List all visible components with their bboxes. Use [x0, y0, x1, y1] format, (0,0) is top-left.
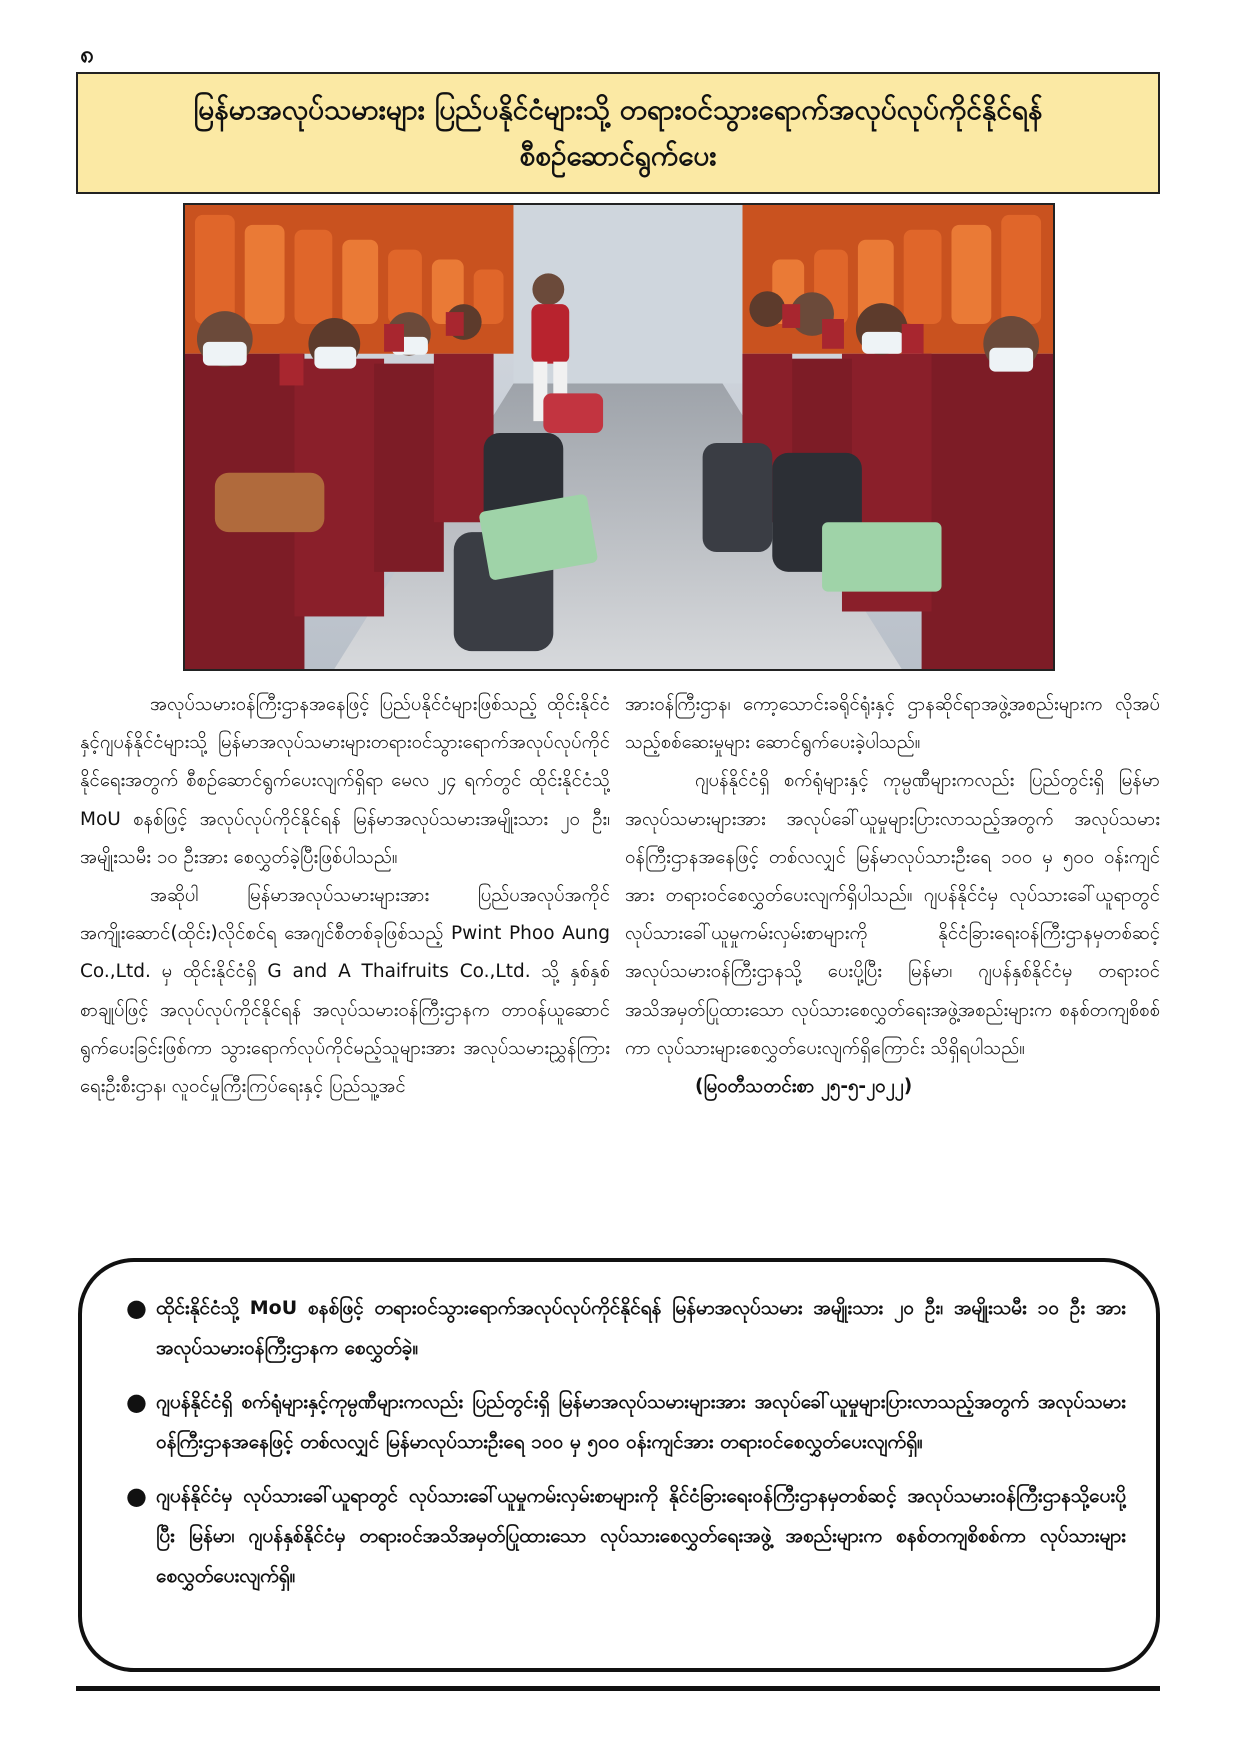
headline-line-2: စီစဉ်ဆောင်ရွက်ပေး [519, 139, 717, 172]
summary-list [112, 1288, 1126, 1596]
summary-item [112, 1476, 1126, 1596]
article-paragraph: အဆိုပါ မြန်မာအလုပ်သမားများအား ပြည်ပအလုပ်အကိုင်အကျိုးဆောင်(ထိုင်း)လိုင်စင်ရ အေဂျင်စီတစ်ခုဖြစ်သည့် Pwint Phoo Aung Co.,Ltd. မှ ထိုင်းနိုင်ငံရှိ G and A Thaifruits Co.,Ltd. သို့ နှစ်နှစ်စာချုပ်ဖြင့် အလုပ်လုပ်ကိုင်နိုင်ရန် အလုပ်သမားဝန်ကြီးဌာနက တာဝန်ယူဆောင်ရွက်ပေးခြင်းဖြစ်ကာ သွားရောက်လုပ်ကိုင်မည့်သူများအား အလုပ်သမားညွှန်ကြားရေးဦးစီးဌာန၊ လူဝင်မှုကြီးကြပ်ရေးနှင့် ပြည်သူ့အင် [80, 885, 610, 1098]
news-photo [183, 203, 1055, 671]
news-photo-illustration [185, 205, 1053, 669]
bullet-icon: ● [126, 1482, 147, 1510]
article-source: (မြဝတီသတင်းစာ ၂၅-၅-၂၀၂၂) [695, 1076, 913, 1098]
summary-box [78, 1258, 1160, 1672]
summary-item [112, 1288, 1126, 1368]
article-paragraph: ဂျပန်နိုင်ငံရှိ စက်ရုံများနှင့် ကုမ္ပဏီများကလည်း ပြည်တွင်းရှိ မြန်မာအလုပ်သမားများအား အလုပ်ခေါ်ယူမှုများပြားလာသည့်အတွက် အလုပ်သမားဝန်ကြီးဌာနအနေဖြင့် တစ်လလျှင် မြန်မာလုပ်သားဦးရေ ၁၀၀ မှ ၅၀၀ ဝန်းကျင်အား တရားဝင်စေလွှတ်ပေးလျက်ရှိပါသည်။ ဂျပန်နိုင်ငံမှ လုပ်သားခေါ်ယူရာတွင် လုပ်သားခေါ်ယူမှုကမ်းလှမ်းစာများကို နိုင်ငံခြားရေးဝန်ကြီးဌာနမှတစ်ဆင့် အလုပ်သမားဝန်ကြီးဌာနသို့ ပေးပို့ပြီး မြန်မာ၊ ဂျပန်နှစ်နိုင်ငံမှ တရားဝင်အသိအမှတ်ပြုထားသော လုပ်သားစေလွှတ်ရေးအဖွဲ့အစည်းများက စနစ်တကျစိစစ်ကာ လုပ်သားများစေလွှတ်ပေးလျက်ရှိကြောင်း သိရှိရပါသည်။ [625, 770, 1160, 1059]
page-number: ၈ [80, 40, 94, 68]
summary-item-text: ထိုင်းနိုင်ငံသို့ MoU စနစ်ဖြင့် တရားဝင်သွားရောက်အလုပ်လုပ်ကိုင်နိုင်ရန် မြန်မာအလုပ်သမား အမျိုးသား ၂၀ ဦး၊ အမျိုးသမီး ၁၀ ဦး အားအလုပ်သမားဝန်ကြီးဌာနက စေလွှတ်ခဲ့။ [156, 1297, 1126, 1359]
bullet-icon: ● [126, 1388, 147, 1416]
summary-item-text: ဂျပန်နိုင်ငံမှ လုပ်သားခေါ်ယူရာတွင် လုပ်သားခေါ်ယူမှုကမ်းလှမ်းစာများကို နိုင်ငံခြားရေးဝန်ကြီးဌာနမှတစ်ဆင့် အလုပ်သမားဝန်ကြီးဌာနသို့ပေးပို့ပြီး မြန်မာ၊ ဂျပန်နှစ်နိုင်ငံမှ တရားဝင်အသိအမှတ်ပြုထားသော လုပ်သားစေလွှတ်ရေးအဖွဲ့ အစည်းများက စနစ်တကျစိစစ်ကာ လုပ်သားများစေလွှတ်ပေးလျက်ရှိ။ [156, 1485, 1126, 1587]
bottom-rule [76, 1686, 1160, 1691]
summary-item [112, 1382, 1126, 1462]
headline-line-1: မြန်မာအလုပ်သမားများ ပြည်ပနိုင်ငံများသို့ တရားဝင်သွားရောက်အလုပ်လုပ်ကိုင်နိုင်ရန် [193, 93, 1043, 126]
summary-item-text: ဂျပန်နိုင်ငံရှိ စက်ရုံများနှင့်ကုမ္ပဏီများကလည်း ပြည်တွင်းရှိ မြန်မာအလုပ်သမားများအား အလုပ်ခေါ်ယူမှုများပြားလာသည့်အတွက် အလုပ်သမားဝန်ကြီးဌာနအနေဖြင့် တစ်လလျှင် မြန်မာလုပ်သားဦးရေ ၁၀၀ မှ ၅၀၀ ဝန်းကျင်အား တရားဝင်စေလွှတ်ပေးလျက်ရှိ။ [156, 1391, 1126, 1453]
article-paragraph: အားဝန်ကြီးဌာန၊ ကော့သောင်းခရိုင်ရုံးနှင့် ဌာနဆိုင်ရာအဖွဲ့အစည်းများက လိုအပ်သည့်စစ်ဆေးမှုများ ဆောင်ရွက်ပေးခဲ့ပါသည်။ [625, 694, 1160, 754]
bullet-icon: ● [126, 1294, 147, 1322]
article-column-right [625, 686, 1160, 1106]
article-column-left [80, 686, 610, 1106]
article-paragraph: အလုပ်သမားဝန်ကြီးဌာနအနေဖြင့် ပြည်ပနိုင်ငံများဖြစ်သည့် ထိုင်းနိုင်ငံနှင့်ဂျပန်နိုင်ငံများသို့ မြန်မာအလုပ်သမားများတရားဝင်သွားရောက်အလုပ်လုပ်ကိုင်နိုင်ရေးအတွက် စီစဉ်ဆောင်ရွက်ပေးလျက်ရှိရာ မေလ ၂၄ ရက်တွင် ထိုင်းနိုင်ငံသို့ MoU စနစ်ဖြင့် အလုပ်လုပ်ကိုင်နိုင်ရန် မြန်မာအလုပ်သမားအမျိုးသား ၂၀ ဦး၊ အမျိုးသမီး ၁၀ ဦးအား စေလွှတ်ခဲ့ပြီးဖြစ်ပါသည်။ [80, 694, 610, 868]
headline-box [76, 72, 1160, 194]
